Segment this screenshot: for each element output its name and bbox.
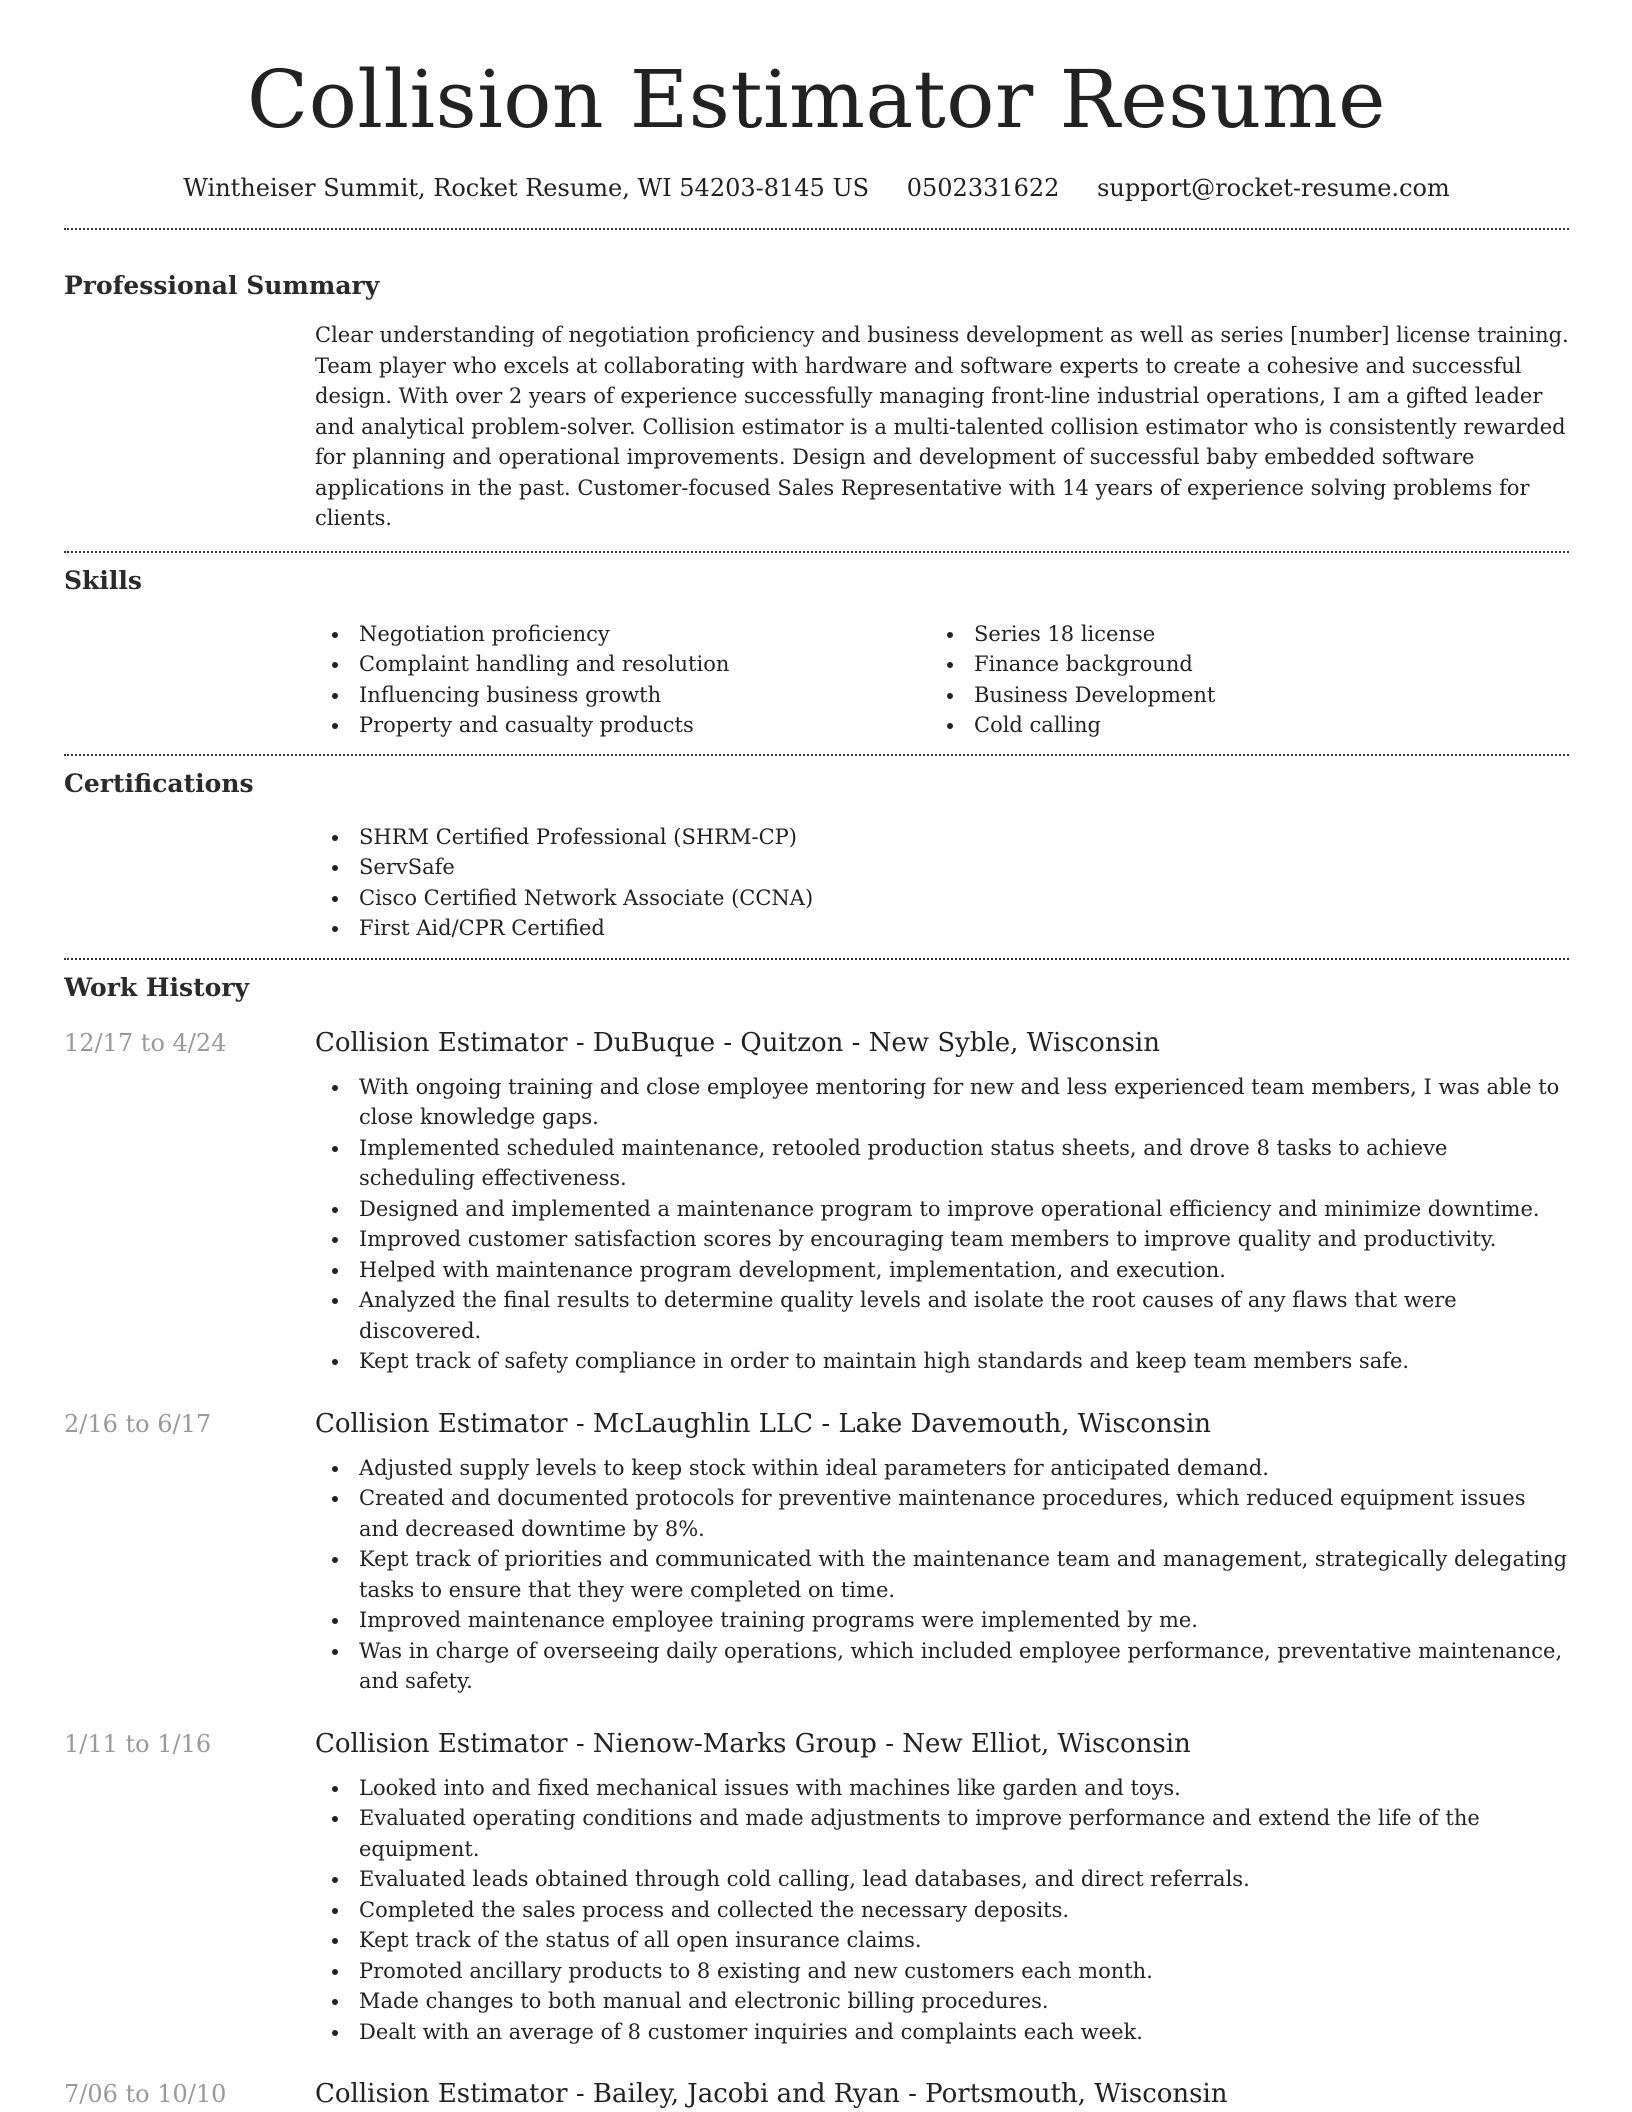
certification-item: ServSafe — [315, 852, 1569, 883]
job-bullet: Kept track of priorities and communicated with the maintenance team and management, strategically delegating tasks to ensure that they were completed on time. — [315, 1544, 1569, 1605]
job-dates: 1/11 to 1/16 — [64, 1729, 212, 1758]
divider — [64, 228, 1569, 230]
section-heading-work-history: Work History — [64, 972, 250, 1002]
job-title: Collision Estimator - McLaughlin LLC - Lake Davemouth, Wisconsin — [315, 1408, 1212, 1439]
divider — [64, 551, 1569, 553]
job-dates: 2/16 to 6/17 — [64, 1409, 212, 1438]
skill-item: Cold calling — [930, 710, 1545, 741]
skill-item: Negotiation proficiency — [315, 619, 930, 650]
job-bullet: Implemented scheduled maintenance, retooled production status sheets, and drove 8 tasks to achieve scheduling effectiveness. — [315, 1133, 1569, 1194]
job-bullet: Created and documented protocols for preventive maintenance procedures, which reduced equipment issues and decreased downtime by 8%. — [315, 1483, 1569, 1544]
job-bullet: With ongoing training and close employee mentoring for new and less experienced team members, I was able to close knowledge gaps. — [315, 1072, 1569, 1133]
job-entry — [64, 1407, 1569, 1697]
certification-item: SHRM Certified Professional (SHRM-CP) — [315, 822, 1569, 853]
divider — [64, 754, 1569, 756]
job-bullet: Kept track of the status of all open insurance claims. — [315, 1925, 1569, 1956]
job-dates: 12/17 to 4/24 — [64, 1028, 227, 1057]
job-bullet: Promoted ancillary products to 8 existing and new customers each month. — [315, 1956, 1569, 1987]
job-bullet: Designed and implemented a maintenance program to improve operational efficiency and minimize downtime. — [315, 1194, 1569, 1225]
summary-section — [64, 270, 1569, 534]
resume-title: Collision Estimator Resume — [247, 53, 1386, 146]
contact-address: Wintheiser Summit, Rocket Resume, WI 54203-8145 US — [183, 174, 870, 202]
job-bullet: Evaluated operating conditions and made adjustments to improve performance and extend the life of the equipment. — [315, 1803, 1569, 1864]
job-bullet: Improved maintenance employee training programs were implemented by me. — [315, 1605, 1569, 1636]
job-bullets — [315, 1773, 1569, 2048]
job-bullet: Was in charge of overseeing daily operations, which included employee performance, preventative maintenance, and safety. — [315, 1636, 1569, 1697]
job-bullet: Analyzed the final results to determine quality levels and isolate the root causes of any flaws that were discovered. — [315, 1285, 1569, 1346]
contact-line — [64, 174, 1569, 202]
job-title: Collision Estimator - Nienow-Marks Group - New Elliot, Wisconsin — [315, 1728, 1191, 1759]
certifications-list — [315, 822, 1569, 944]
certifications-section — [64, 768, 1569, 944]
summary-text: Clear understanding of negotiation proficiency and business development as well as series [number] license training. Team player who excels at collaborating with hardware and software experts to create a cohesive and successful design. With over 2 years of experience successfully managing front-line industrial operations, I am a gifted leader and analytical problem-solver. Collision estimator is a multi-talented collision estimator who is consistently rewarded for planning and operational improvements. Design and development of successful baby embedded software applications in the past. Customer-focused Sales Representative with 14 years of experience solving problems for clients. — [315, 323, 1569, 530]
skills-list-left — [315, 619, 930, 741]
skill-item: Complaint handling and resolution — [315, 649, 930, 680]
skill-item: Property and casualty products — [315, 710, 930, 741]
section-heading-summary: Professional Summary — [64, 271, 380, 300]
job-bullets — [315, 1453, 1569, 1697]
job-dates: 7/06 to 10/10 — [64, 2080, 227, 2108]
job-bullet: Evaluated leads obtained through cold calling, lead databases, and direct referrals. — [315, 1864, 1569, 1895]
job-entry — [64, 1727, 1569, 2048]
section-heading-skills: Skills — [64, 565, 142, 595]
job-entry — [64, 2077, 1569, 2111]
job-bullet: Adjusted supply levels to keep stock within ideal parameters for anticipated demand. — [315, 1453, 1569, 1484]
contact-email: support@rocket-resume.com — [1097, 174, 1450, 202]
skill-item: Business Development — [930, 680, 1545, 711]
job-bullet: Looked into and fixed mechanical issues with machines like garden and toys. — [315, 1773, 1569, 1804]
skill-item: Influencing business growth — [315, 680, 930, 711]
skills-list-right — [930, 619, 1545, 741]
job-bullet: Dealt with an average of 8 customer inquiries and complaints each week. — [315, 2017, 1569, 2048]
job-entry — [64, 1026, 1569, 1377]
job-bullets — [315, 1072, 1569, 1377]
job-bullet: Completed the sales process and collected the necessary deposits. — [315, 1895, 1569, 1926]
job-title: Collision Estimator - DuBuque - Quitzon - New Syble, Wisconsin — [315, 1027, 1160, 1058]
contact-phone: 0502331622 — [906, 174, 1060, 202]
section-heading-certifications: Certifications — [64, 768, 254, 798]
job-bullet: Made changes to both manual and electronic billing procedures. — [315, 1986, 1569, 2017]
skill-item: Finance background — [930, 649, 1545, 680]
job-title: Collision Estimator - Bailey, Jacobi and Ryan - Portsmouth, Wisconsin — [315, 2079, 1228, 2109]
divider — [64, 958, 1569, 960]
certification-item: First Aid/CPR Certified — [315, 913, 1569, 944]
skills-section — [64, 565, 1569, 741]
resume-page — [64, 0, 1569, 2112]
certification-item: Cisco Certified Network Associate (CCNA) — [315, 883, 1569, 914]
skill-item: Series 18 license — [930, 619, 1545, 650]
job-bullet: Helped with maintenance program development, implementation, and execution. — [315, 1255, 1569, 1286]
work-history-section — [64, 972, 1569, 2112]
job-bullet: Improved customer satisfaction scores by encouraging team members to improve quality and productivity. — [315, 1224, 1569, 1255]
job-bullet: Kept track of safety compliance in order to maintain high standards and keep team members safe. — [315, 1346, 1569, 1377]
